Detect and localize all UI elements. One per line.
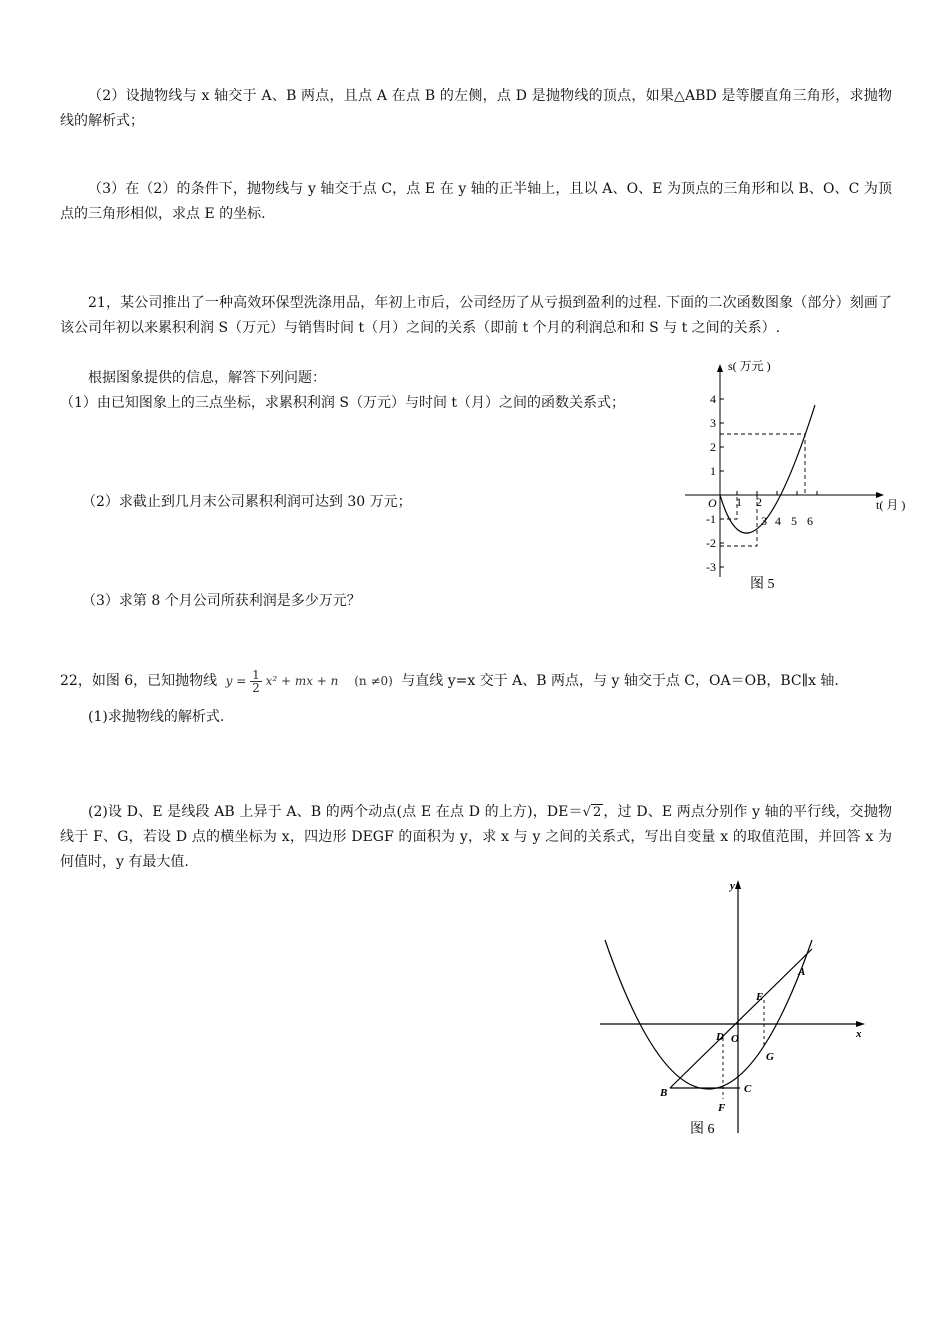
- fig5-guide-max: [720, 434, 805, 495]
- fig5-x-tick: 6: [807, 514, 813, 528]
- figure-5-graph: [670, 355, 930, 600]
- fig5-y-tick: 4: [710, 392, 716, 406]
- fig6-parabola: [605, 940, 812, 1089]
- q22-stem-suffix: 与直线 y=x 交于 A、B 两点，与 y 轴交于点 C，OA＝OB，BC∥x 轴.: [401, 673, 839, 689]
- fig6-x-arrow: [856, 1021, 865, 1027]
- fig5-y-tick: -1: [706, 512, 716, 526]
- fig6-caption: 图 6: [690, 1122, 715, 1137]
- fig5-y-tick: 1: [710, 464, 716, 478]
- fig5-x-label: t( 月 ): [876, 498, 906, 512]
- q22-sqrt-arg: 2: [592, 805, 602, 820]
- fig5-caption: 图 5: [750, 577, 775, 592]
- q22-formula-den: 2: [252, 681, 260, 695]
- fig6-line-yx: [670, 949, 812, 1088]
- fig6-label-a: A: [798, 966, 806, 978]
- fig5-x-tick: 2: [756, 495, 762, 509]
- fig6-label-b: B: [660, 1087, 668, 1099]
- q22-formula-num: 1: [252, 668, 260, 682]
- fig5-origin-label: O: [708, 496, 717, 510]
- q22-stem-line: [60, 668, 839, 694]
- q21-instruction: 根据图象提供的信息，解答下列问题：: [88, 370, 326, 386]
- fig6-label-d: D: [716, 1031, 724, 1043]
- fig5-y-arrow: [717, 364, 723, 372]
- fig5-x-tick: 5: [791, 514, 797, 528]
- q22-part1: (1)求抛物线的解析式.: [88, 709, 225, 725]
- fig5-parabola: [720, 405, 815, 533]
- q22-stem-prefix: 22，如图 6，已知抛物线: [60, 673, 218, 689]
- fig6-label-c: C: [744, 1083, 752, 1095]
- q21-part1: （1）由已知图象上的三点坐标，求累积利润 S（万元）与时间 t（月）之间的函数关系式；: [60, 395, 626, 411]
- fig5-x-tick: 4: [775, 514, 781, 528]
- fig6-label-e: E: [756, 991, 764, 1003]
- fig5-y-tick: 3: [710, 416, 716, 430]
- q22-formula-cond: (n ≠0): [354, 674, 393, 688]
- q22-part2-a: (2)设 D、E 是线段 AB 上异于 A、B 的两个动点(点 E 在点 D 的上方)，DE＝: [88, 804, 583, 820]
- q22-part2-b: ，过 D、E 两点分别作 y 轴的平行线，交抛物线于 F、G，若设 D 点的横坐标为 x，四边形 DEGF 的面积为 y，求 x 与 y 之间的关系式，写出自变量 x 的取值范围，并回答 x 为何值时，y 有最大值.: [60, 804, 892, 870]
- q22-formula-frac: [250, 669, 262, 694]
- fig6-label-o: O: [731, 1033, 739, 1045]
- q20-part3: （3）在（2）的条件下，抛物线与 y 轴交于点 C，点 E 在 y 轴的正半轴上，且以 A、O、E 为顶点的三角形和以 B、O、C 为顶点的三角形相似，求点 E 的坐标.: [60, 181, 892, 222]
- q20-part2: （2）设抛物线与 x 轴交于 A、B 两点，且点 A 在点 B 的左侧，点 D 是抛物线的顶点，如果△ABD 是等腰直角三角形，求抛物线的解析式；: [60, 88, 892, 129]
- q22-formula: [226, 668, 393, 694]
- fig5-y-label: s( 万元 ): [728, 359, 771, 373]
- fig5-y-tick: -2: [706, 536, 716, 550]
- fig6-label-f: F: [718, 1102, 726, 1114]
- fig5-y-tick: 2: [710, 440, 716, 454]
- q22-formula-lhs: y =: [225, 674, 247, 688]
- fig6-label-x: x: [856, 1028, 862, 1040]
- fig5-y-tick: -3: [706, 560, 716, 574]
- q21-part3: （3）求第 8 个月公司所获利润是多少万元？: [82, 593, 361, 609]
- fig6-y-arrow: [735, 880, 741, 889]
- q21-stem: 21，某公司推出了一种高效环保型洗涤用品，年初上市后，公司经历了从亏损到盈利的过程. 下面的二次函数图象（部分）刻画了该公司年初以来累积利润 S（万元）与销售时间 t（月）之间的关系（即前 t 个月的利润总和和 S 与 t 之间的关系）.: [60, 295, 892, 336]
- fig5-guide-t1: [720, 495, 737, 519]
- fig5-x-tick: 1: [736, 495, 742, 509]
- q21-part2: （2）求截止到几月末公司累积利润可达到 30 万元；: [82, 494, 412, 510]
- q22-part2: [60, 800, 892, 875]
- q22-sqrt: √ 2: [582, 805, 602, 820]
- figure-6-graph: [590, 875, 880, 1145]
- fig6-label-g: G: [766, 1051, 774, 1063]
- q22-formula-rest: x² + mx + n: [265, 674, 339, 688]
- fig5-x-tick: 3: [761, 514, 767, 528]
- fig6-label-y: y: [730, 880, 735, 892]
